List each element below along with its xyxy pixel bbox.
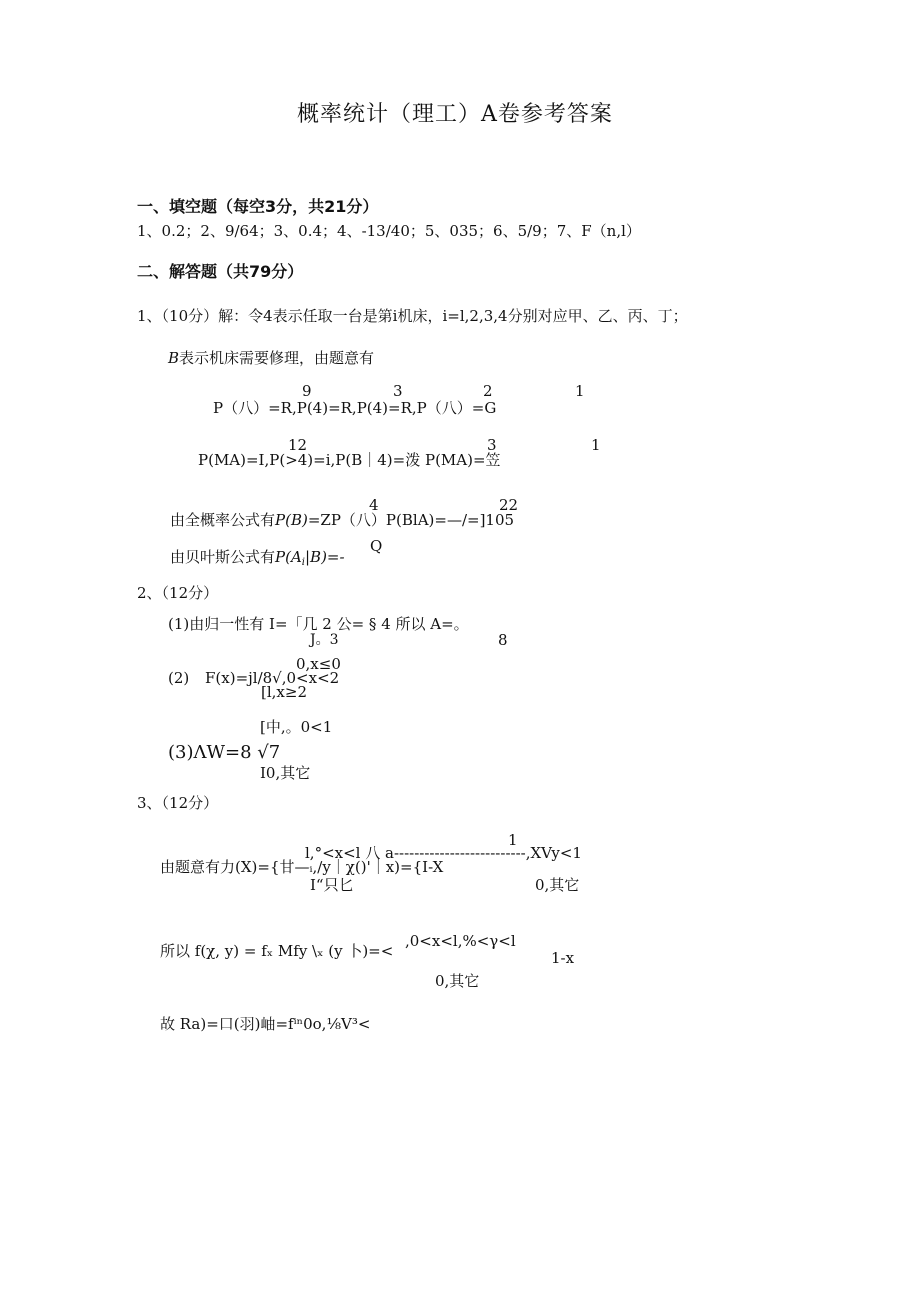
q1-intro: 1、（10分）解：令4表示任取一台是第i机床，i=l,2,3,4分别对应甲、乙、丙、丁；: [137, 307, 688, 325]
q1-sup2-c: 1: [591, 436, 601, 454]
q2-part3-case2: I0,其它: [260, 764, 311, 782]
q1-bayes-formula: [170, 550, 345, 568]
q1-sup3-b: 22: [499, 496, 519, 514]
q3-fraction-numerator: 1: [508, 831, 518, 849]
section-solve-heading: 二、解答题（共79分）: [137, 262, 304, 281]
q2-part2-case1: 0,x≤0: [296, 655, 341, 673]
q2-part2-label: (2): [168, 669, 190, 687]
q2-part2-case3: [l,x≥2: [261, 683, 307, 701]
q1-sup2-b: 3: [487, 436, 497, 454]
q1-bayes-formula-head: P(A: [275, 548, 302, 566]
q3-joint-otherwise: 0,其它: [435, 972, 480, 990]
fill-blank-answers: 1、0.2；2、9/64；3、0.4；4、-13/40；5、035；6、5/9；7、F（n,l）: [137, 222, 641, 240]
q1-sup1-d: 1: [575, 382, 585, 400]
q1-b-symbol: B: [168, 349, 180, 367]
q3-conclusion: 故 Ra)=口(羽)岫=fⁱⁿ0o,⅛V³<: [160, 1015, 371, 1033]
q1-total-prob-formula: P(B): [275, 511, 308, 529]
q1-sup1-b: 3: [393, 382, 403, 400]
q2-header: 2、（12分）: [137, 584, 219, 602]
q1-prior-probabilities: P（八）=R,P(4)=R,P(4)=R,P（八）=G: [213, 399, 497, 417]
q1-conditional-probabilities: P(MA)=I,P(>4)=i,P(B｜4)=泼 P(MA)=笠: [198, 451, 501, 469]
q3-marginal-otherwise: 0,其它: [535, 876, 580, 894]
q1-bayes-subscript: i: [301, 557, 305, 568]
section-fill-blank-heading: 一、填空题（每空3分，共21分）: [137, 197, 379, 216]
q2-part3-case1: [中,。0<1: [260, 718, 333, 736]
q2-part1: (1)由归一性有 I=「几 2 公= § 4 所以 A=。: [168, 615, 469, 633]
q1-bayes-rest: |B)=-: [305, 548, 345, 566]
q1-b-definition: [168, 351, 374, 366]
q1-b-text: 表示机床需要修理，由题意有: [179, 349, 375, 367]
q1-sup1-c: 2: [483, 382, 493, 400]
q3-joint-case1: ,0<x<l,%<γ<l: [405, 932, 516, 950]
q1-sup1-a: 9: [302, 382, 312, 400]
q1-sup3-a: 4: [369, 496, 379, 514]
q1-total-prob-prefix: 由全概率公式有: [170, 511, 276, 529]
q1-sup2-a: 12: [288, 436, 308, 454]
page-title: 概率统计（理工）A卷参考答案: [297, 102, 613, 127]
q1-total-prob-rest: =ZP（八）P(BlA)=—/=]105: [307, 511, 515, 529]
q1-bayes-prefix: 由贝叶斯公式有: [170, 548, 276, 566]
q3-marginal-density: 由题意有力(X)={甘—ᵢ,∕y｜χ()'｜x)={I-X: [160, 858, 444, 876]
q3-header: 3、（12分）: [137, 794, 219, 812]
q3-marginal-case: I“只匕: [310, 876, 354, 894]
q2-part1-below: J。3: [310, 632, 339, 648]
q3-joint-denominator: 1-x: [551, 949, 575, 967]
q3-marginal-line: l,°<x<l 八 a--------------------------,XVy<1: [305, 844, 582, 862]
q1-total-probability: [170, 513, 514, 528]
q2-part2-cdf: F(x)=jl/8√,0<x<2: [205, 669, 340, 687]
q2-part3-density: (3)ΛW=8 √7: [168, 742, 281, 763]
q3-joint-density: 所以 f(χ, y) = fₓ Mfy \ₓ (y 卜)=<: [160, 942, 394, 960]
q1-bayes-denominator: Q: [370, 537, 383, 555]
q2-part1-right: 8: [498, 631, 508, 649]
